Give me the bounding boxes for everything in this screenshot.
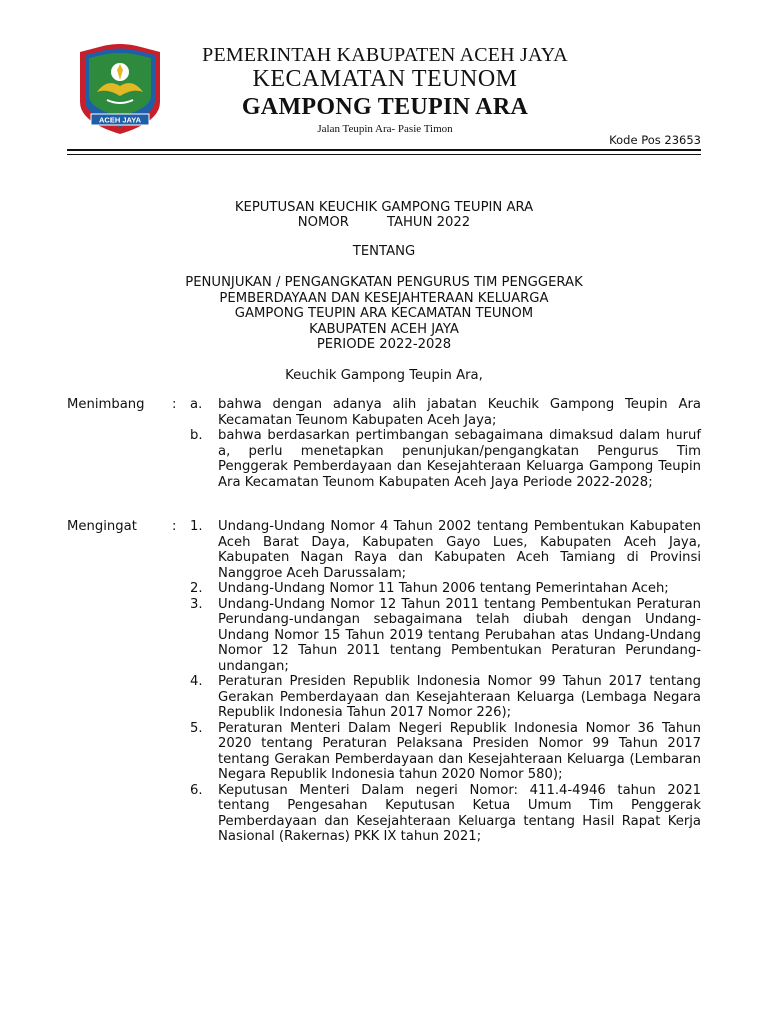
item-marker: 4.	[190, 674, 203, 689]
item-marker: 5.	[190, 720, 203, 736]
tentang-label: TENTANG	[352, 244, 416, 259]
list-item	[190, 428, 701, 490]
emblem-text: ACEH JAYA	[99, 115, 141, 125]
list-item	[190, 674, 701, 721]
mengingat-label: Mengingat	[67, 519, 137, 534]
mengingat-list	[190, 519, 701, 845]
subject-line: KABUPATEN ACEH JAYA	[309, 321, 459, 337]
item-marker: 2.	[190, 581, 203, 596]
menimbang-colon: :	[172, 397, 177, 412]
decree-subject	[67, 275, 701, 353]
menimbang-label: Menimbang	[67, 397, 145, 412]
item-marker: 1.	[190, 519, 203, 534]
decree-title: KEPUTUSAN KEUCHIK GAMPONG TEUPIN ARA	[234, 200, 534, 215]
list-item	[190, 783, 701, 845]
list-item	[190, 721, 701, 783]
nomor-label: NOMOR	[297, 215, 349, 230]
item-text: Undang-Undang Nomor 11 Tahun 2006 tentang Pemerintahan Aceh;	[218, 581, 669, 596]
header-rule-thick	[67, 149, 701, 151]
issuer-line: Keuchik Gampong Teupin Ara,	[285, 368, 483, 383]
menimbang-list	[190, 397, 701, 490]
item-text: bahwa dengan adanya alih jabatan Keuchik Gampong Teupin Ara Kecamatan Teunom Kabupaten Aceh Jaya;	[218, 397, 701, 428]
postal-code: Kode Pos 23653	[609, 133, 701, 147]
header-village: GAMPONG TEUPIN ARA	[241, 94, 529, 120]
list-item	[190, 397, 701, 428]
header-address: Jalan Teupin Ara- Pasie Timon	[317, 123, 453, 135]
aceh-jaya-emblem-logo	[77, 42, 163, 136]
item-text: Keputusan Menteri Dalam negeri Nomor: 411.4-4946 tahun 2021 tentang Pengesahan Keputusan Ketua Umum Tim Penggerak Pemberdayaan dan Kesejahteraan Keluarga tentang Hasil Rapat Kerja Nasional (Rakernas) PKK IX tahun 2021;	[218, 782, 701, 844]
subject-line: PERIODE 2022-2028	[316, 337, 452, 352]
item-text: Undang-Undang Nomor 4 Tahun 2002 tentang Pembentukan Kabupaten Aceh Barat Daya, Kabupaten Gayo Lues, Kabupaten Aceh Jaya, Kabupaten Nagan Raya dan Kabupaten Aceh Tamiang di Provinsi Nanggroe Aceh Darussalam;	[218, 519, 701, 581]
header-government: PEMERINTAH KABUPATEN ACEH JAYA	[202, 44, 568, 66]
header-rule-thin	[67, 154, 701, 155]
list-item	[190, 581, 701, 597]
tahun-label: TAHUN 2022	[386, 215, 471, 230]
mengingat-colon: :	[172, 519, 177, 534]
item-marker: a.	[190, 397, 203, 412]
item-marker: b.	[190, 428, 203, 443]
item-text: Undang-Undang Nomor 12 Tahun 2011 tentang Pembentukan Peraturan Perundang-undangan sebagaimana telah diubah dengan Undang-Undang Nomor 15 Tahun 2019 tentang Perubahan atas Undang-Undang Nomor 12 Tahun 2011 tentang Pembentukan Peraturan Perundang-undangan;	[218, 596, 701, 674]
list-item	[190, 519, 701, 581]
item-text: Peraturan Presiden Republik Indonesia Nomor 99 Tahun 2017 tentang Gerakan Pemberdayaan dan Kesejahteraan Keluarga (Lembaga Negara Republik Indonesia Tahun 2017 Nomor 226);	[218, 674, 701, 720]
item-text: bahwa berdasarkan pertimbangan sebagaimana dimaksud dalam huruf a, perlu menetapkan penunjukan/pengangkatan Pengurus Tim Penggerak Pemberdayaan dan Kesejahteraan Keluarga Gampong Teupin Ara Kecamatan Teunom Kabupaten Aceh Jaya Periode 2022-2028;	[218, 428, 701, 490]
item-marker: 3.	[190, 596, 203, 612]
header-district: KECAMATAN TEUNOM	[252, 66, 518, 92]
subject-line: PEMBERDAYAAN DAN KESEJAHTERAAN KELUARGA	[219, 290, 549, 306]
subject-line: PENUNJUKAN / PENGANGKATAN PENGURUS TIM PENGGERAK	[185, 275, 583, 290]
list-item	[190, 597, 701, 675]
item-marker: 6.	[190, 782, 203, 798]
subject-line: GAMPONG TEUPIN ARA KECAMATAN TEUNOM	[234, 306, 534, 321]
item-text: Peraturan Menteri Dalam Negeri Republik Indonesia Nomor 36 Tahun 2020 tentang Peraturan Pelaksana Presiden Nomor 99 Tahun 2017 tentang Gerakan Pemberdayaan dan Kesejahteraan Keluarga (Lembaran Negara Republik Indonesia tahun 2020 Nomor 580);	[218, 720, 701, 782]
decree-number-line	[67, 215, 701, 231]
